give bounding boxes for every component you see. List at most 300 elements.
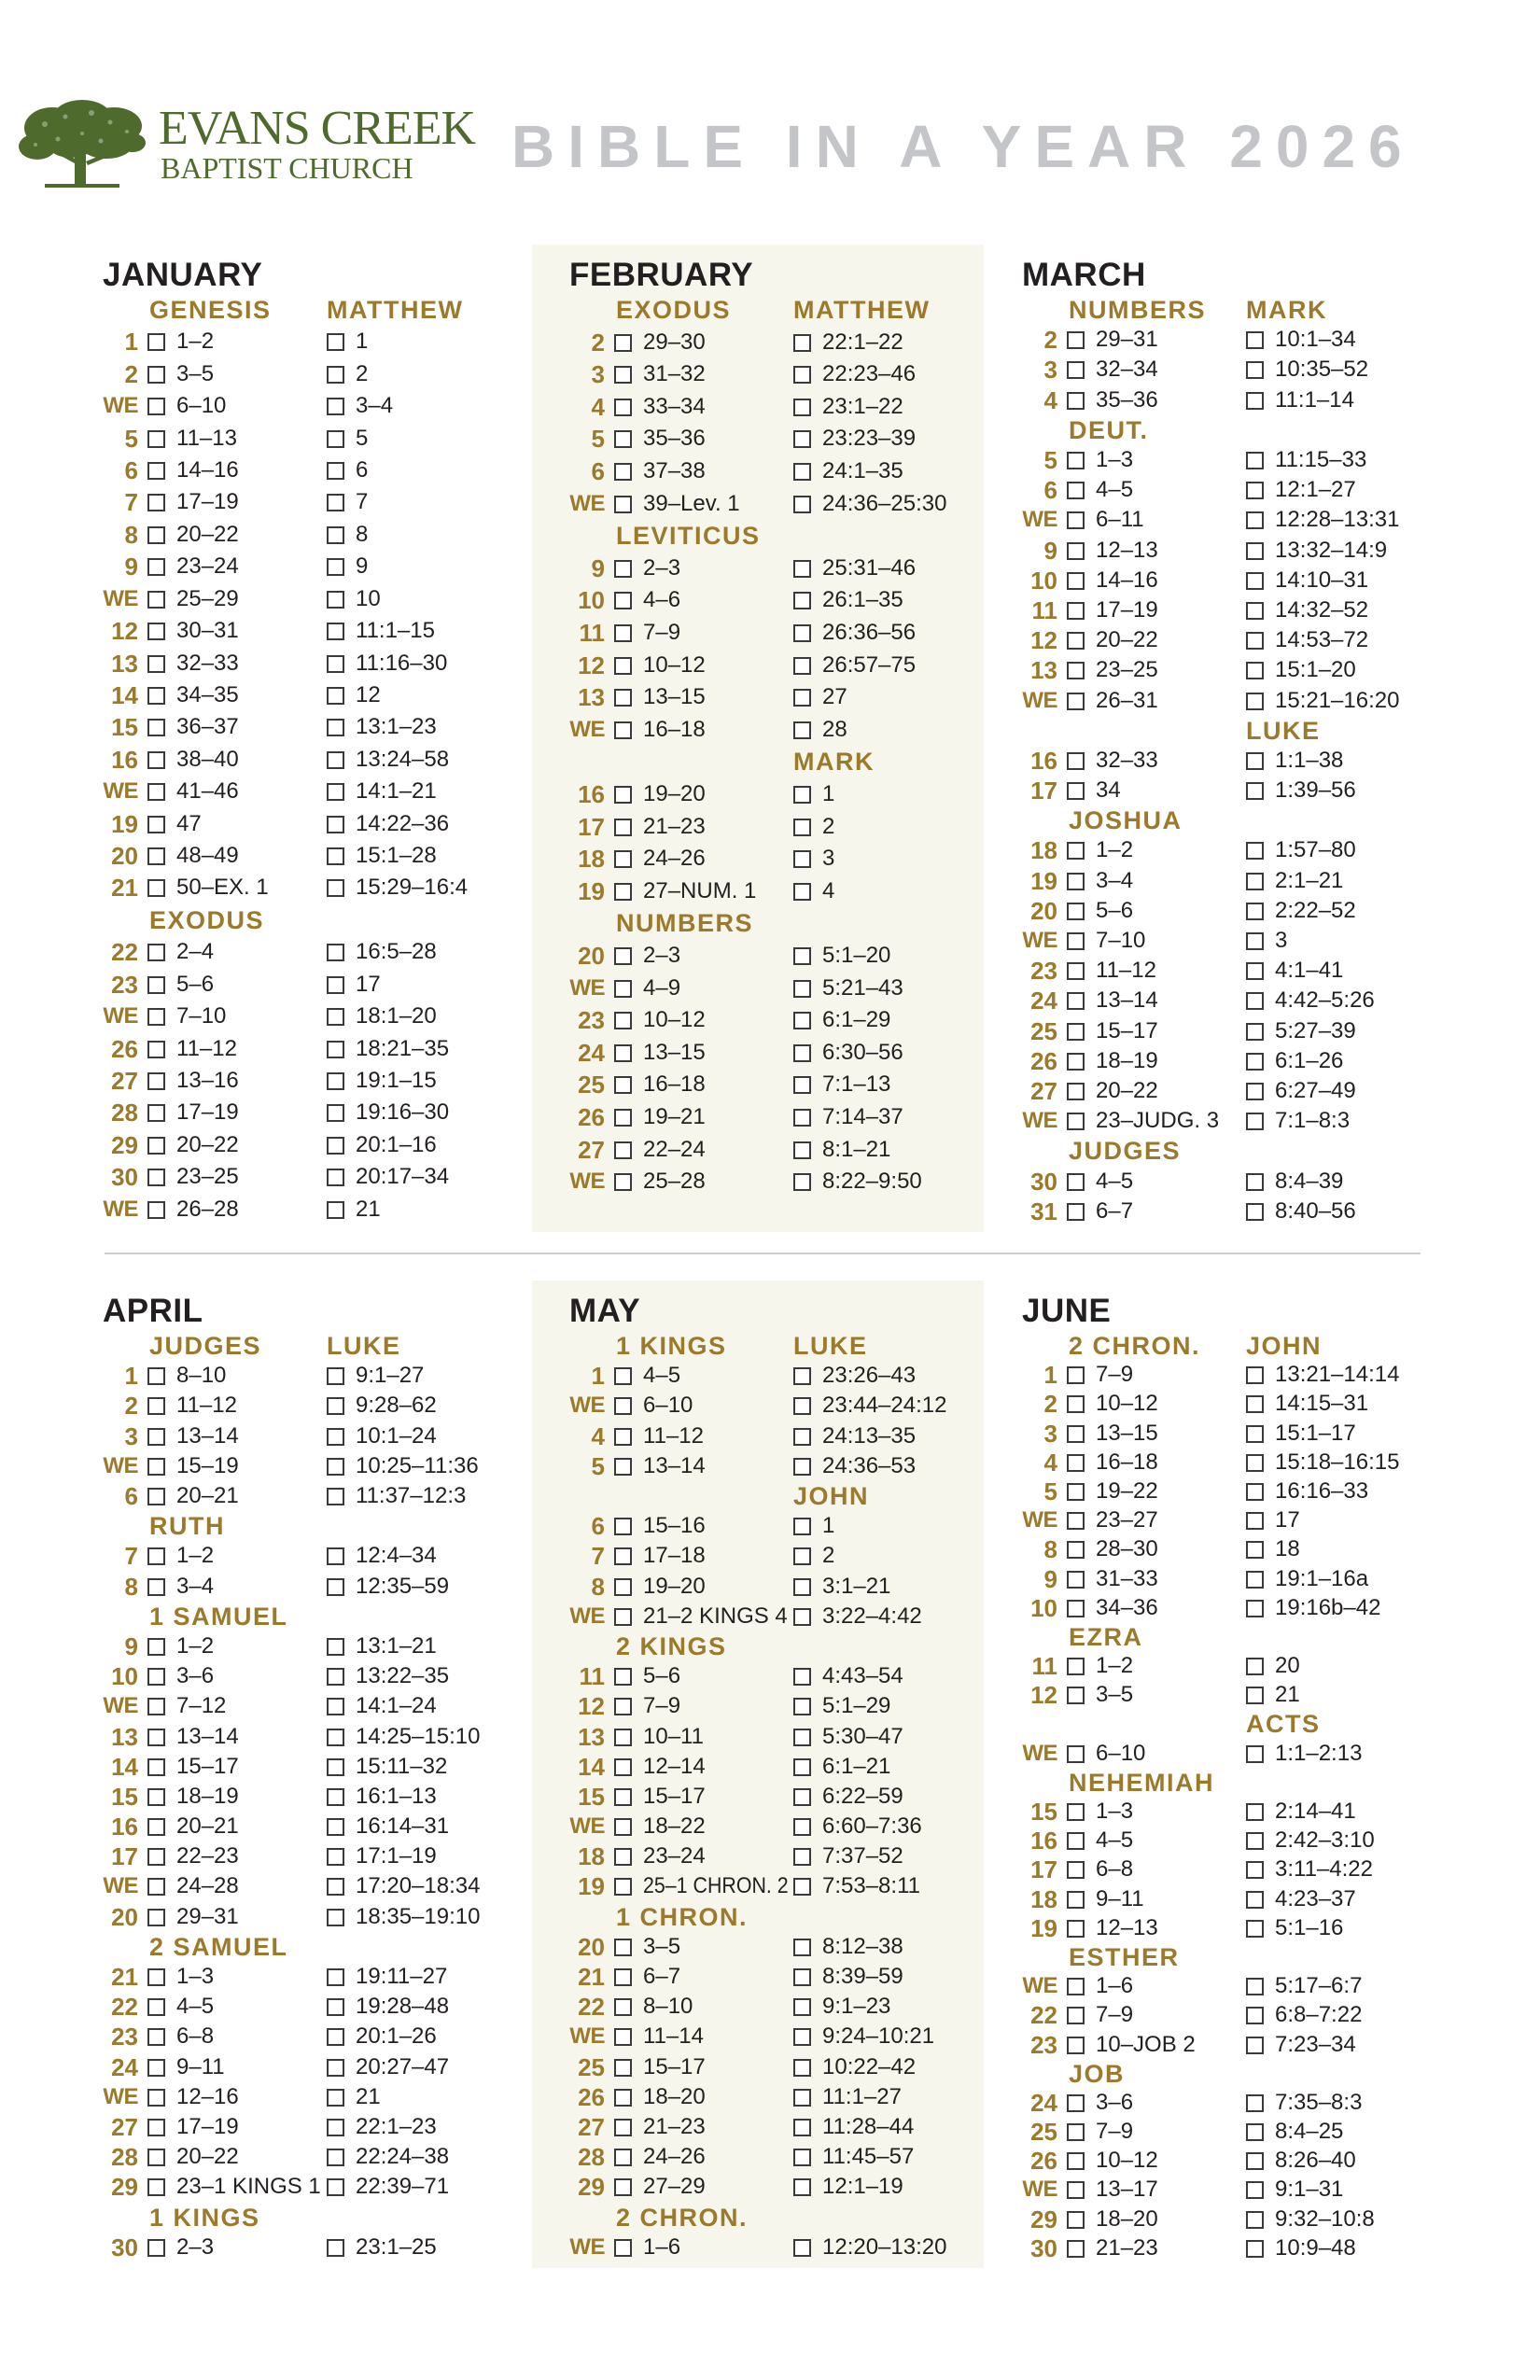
new-testament-checkbox[interactable] bbox=[327, 655, 344, 673]
new-testament-checkbox[interactable] bbox=[793, 786, 811, 804]
new-testament-checkbox[interactable] bbox=[1246, 1978, 1264, 1995]
old-testament-checkbox[interactable] bbox=[614, 430, 632, 448]
old-testament-checkbox[interactable] bbox=[1067, 331, 1085, 349]
new-testament-checkbox[interactable] bbox=[1246, 572, 1264, 590]
new-testament-checkbox[interactable] bbox=[327, 976, 344, 994]
new-testament-checkbox[interactable] bbox=[327, 2089, 344, 2107]
old-testament-checkbox[interactable] bbox=[147, 1488, 165, 1505]
new-testament-checkbox[interactable] bbox=[793, 399, 811, 416]
old-testament-checkbox[interactable] bbox=[147, 687, 165, 705]
old-testament-checkbox[interactable] bbox=[147, 1878, 165, 1896]
old-testament-checkbox[interactable] bbox=[1067, 962, 1085, 980]
new-testament-checkbox[interactable] bbox=[793, 1668, 811, 1686]
new-testament-checkbox[interactable] bbox=[327, 847, 344, 865]
old-testament-checkbox[interactable] bbox=[614, 1012, 632, 1029]
new-testament-checkbox[interactable] bbox=[793, 1939, 811, 1956]
new-testament-checkbox[interactable] bbox=[327, 1638, 344, 1656]
old-testament-checkbox[interactable] bbox=[147, 558, 165, 576]
old-testament-checkbox[interactable] bbox=[1067, 1658, 1085, 1675]
new-testament-checkbox[interactable] bbox=[793, 560, 811, 578]
new-testament-checkbox[interactable] bbox=[327, 398, 344, 415]
new-testament-checkbox[interactable] bbox=[793, 463, 811, 481]
new-testament-checkbox[interactable] bbox=[327, 2239, 344, 2257]
new-testament-checkbox[interactable] bbox=[1246, 1658, 1264, 1675]
old-testament-checkbox[interactable] bbox=[614, 2089, 632, 2107]
new-testament-checkbox[interactable] bbox=[327, 2059, 344, 2077]
new-testament-checkbox[interactable] bbox=[327, 879, 344, 897]
old-testament-checkbox[interactable] bbox=[147, 398, 165, 415]
old-testament-checkbox[interactable] bbox=[1067, 511, 1085, 529]
old-testament-checkbox[interactable] bbox=[614, 1076, 632, 1094]
new-testament-checkbox[interactable] bbox=[1246, 1173, 1264, 1191]
new-testament-checkbox[interactable] bbox=[793, 1547, 811, 1565]
old-testament-checkbox[interactable] bbox=[147, 1758, 165, 1776]
old-testament-checkbox[interactable] bbox=[614, 1458, 632, 1476]
old-testament-checkbox[interactable] bbox=[1067, 1891, 1085, 1909]
new-testament-checkbox[interactable] bbox=[1246, 1832, 1264, 1850]
new-testament-checkbox[interactable] bbox=[327, 558, 344, 576]
old-testament-checkbox[interactable] bbox=[614, 721, 632, 739]
old-testament-checkbox[interactable] bbox=[147, 1008, 165, 1026]
old-testament-checkbox[interactable] bbox=[1067, 572, 1085, 590]
old-testament-checkbox[interactable] bbox=[614, 366, 632, 384]
old-testament-checkbox[interactable] bbox=[147, 333, 165, 351]
new-testament-checkbox[interactable] bbox=[793, 592, 811, 609]
old-testament-checkbox[interactable] bbox=[614, 1428, 632, 1446]
old-testament-checkbox[interactable] bbox=[614, 1998, 632, 2016]
old-testament-checkbox[interactable] bbox=[614, 1547, 632, 1565]
old-testament-checkbox[interactable] bbox=[614, 1848, 632, 1866]
new-testament-checkbox[interactable] bbox=[1246, 752, 1264, 770]
new-testament-checkbox[interactable] bbox=[1246, 1454, 1264, 1472]
old-testament-checkbox[interactable] bbox=[1067, 1745, 1085, 1763]
new-testament-checkbox[interactable] bbox=[327, 1104, 344, 1122]
new-testament-checkbox[interactable] bbox=[327, 366, 344, 384]
old-testament-checkbox[interactable] bbox=[1067, 873, 1085, 890]
new-testament-checkbox[interactable] bbox=[1246, 2152, 1264, 2170]
new-testament-checkbox[interactable] bbox=[1246, 542, 1264, 560]
old-testament-checkbox[interactable] bbox=[1067, 2152, 1085, 2170]
old-testament-checkbox[interactable] bbox=[1067, 1083, 1085, 1100]
old-testament-checkbox[interactable] bbox=[1067, 693, 1085, 710]
new-testament-checkbox[interactable] bbox=[793, 819, 811, 836]
old-testament-checkbox[interactable] bbox=[1067, 1571, 1085, 1589]
new-testament-checkbox[interactable] bbox=[1246, 2181, 1264, 2199]
new-testament-checkbox[interactable] bbox=[793, 2149, 811, 2166]
old-testament-checkbox[interactable] bbox=[147, 976, 165, 994]
new-testament-checkbox[interactable] bbox=[793, 1729, 811, 1746]
old-testament-checkbox[interactable] bbox=[1067, 1023, 1085, 1041]
new-testament-checkbox[interactable] bbox=[327, 1488, 344, 1505]
old-testament-checkbox[interactable] bbox=[614, 334, 632, 352]
new-testament-checkbox[interactable] bbox=[1246, 2094, 1264, 2112]
new-testament-checkbox[interactable] bbox=[1246, 2007, 1264, 2024]
new-testament-checkbox[interactable] bbox=[1246, 1113, 1264, 1130]
old-testament-checkbox[interactable] bbox=[147, 1397, 165, 1415]
old-testament-checkbox[interactable] bbox=[614, 624, 632, 642]
old-testament-checkbox[interactable] bbox=[1067, 1173, 1085, 1191]
old-testament-checkbox[interactable] bbox=[1067, 392, 1085, 410]
new-testament-checkbox[interactable] bbox=[1246, 873, 1264, 890]
new-testament-checkbox[interactable] bbox=[793, 1044, 811, 1062]
new-testament-checkbox[interactable] bbox=[1246, 602, 1264, 620]
old-testament-checkbox[interactable] bbox=[147, 2178, 165, 2196]
old-testament-checkbox[interactable] bbox=[147, 944, 165, 961]
old-testament-checkbox[interactable] bbox=[614, 1968, 632, 1986]
old-testament-checkbox[interactable] bbox=[147, 1547, 165, 1565]
old-testament-checkbox[interactable] bbox=[614, 1758, 632, 1776]
new-testament-checkbox[interactable] bbox=[327, 1008, 344, 1026]
new-testament-checkbox[interactable] bbox=[793, 1788, 811, 1806]
new-testament-checkbox[interactable] bbox=[327, 1878, 344, 1896]
new-testament-checkbox[interactable] bbox=[793, 2239, 811, 2257]
new-testament-checkbox[interactable] bbox=[327, 333, 344, 351]
new-testament-checkbox[interactable] bbox=[793, 1968, 811, 1986]
old-testament-checkbox[interactable] bbox=[147, 2089, 165, 2107]
old-testament-checkbox[interactable] bbox=[614, 786, 632, 804]
new-testament-checkbox[interactable] bbox=[793, 1397, 811, 1415]
old-testament-checkbox[interactable] bbox=[614, 1578, 632, 1596]
old-testament-checkbox[interactable] bbox=[614, 689, 632, 707]
new-testament-checkbox[interactable] bbox=[793, 947, 811, 965]
new-testament-checkbox[interactable] bbox=[1246, 1541, 1264, 1559]
old-testament-checkbox[interactable] bbox=[147, 719, 165, 736]
old-testament-checkbox[interactable] bbox=[147, 847, 165, 865]
new-testament-checkbox[interactable] bbox=[1246, 1053, 1264, 1071]
old-testament-checkbox[interactable] bbox=[147, 1458, 165, 1476]
old-testament-checkbox[interactable] bbox=[1067, 482, 1085, 499]
new-testament-checkbox[interactable] bbox=[793, 657, 811, 675]
new-testament-checkbox[interactable] bbox=[327, 1428, 344, 1446]
old-testament-checkbox[interactable] bbox=[1067, 1600, 1085, 1617]
old-testament-checkbox[interactable] bbox=[1067, 2240, 1085, 2258]
new-testament-checkbox[interactable] bbox=[793, 1848, 811, 1866]
old-testament-checkbox[interactable] bbox=[1067, 1978, 1085, 1995]
old-testament-checkbox[interactable] bbox=[1067, 2211, 1085, 2229]
old-testament-checkbox[interactable] bbox=[1067, 1483, 1085, 1501]
old-testament-checkbox[interactable] bbox=[614, 1141, 632, 1159]
old-testament-checkbox[interactable] bbox=[614, 2119, 632, 2136]
old-testament-checkbox[interactable] bbox=[147, 783, 165, 801]
new-testament-checkbox[interactable] bbox=[793, 689, 811, 707]
new-testament-checkbox[interactable] bbox=[1246, 511, 1264, 529]
old-testament-checkbox[interactable] bbox=[147, 494, 165, 511]
new-testament-checkbox[interactable] bbox=[1246, 1395, 1264, 1413]
old-testament-checkbox[interactable] bbox=[1067, 2181, 1085, 2199]
old-testament-checkbox[interactable] bbox=[1067, 903, 1085, 920]
new-testament-checkbox[interactable] bbox=[1246, 1483, 1264, 1501]
old-testament-checkbox[interactable] bbox=[1067, 542, 1085, 560]
old-testament-checkbox[interactable] bbox=[1067, 2037, 1085, 2054]
new-testament-checkbox[interactable] bbox=[793, 1758, 811, 1776]
old-testament-checkbox[interactable] bbox=[614, 1173, 632, 1191]
old-testament-checkbox[interactable] bbox=[1067, 1113, 1085, 1130]
old-testament-checkbox[interactable] bbox=[614, 592, 632, 609]
old-testament-checkbox[interactable] bbox=[147, 526, 165, 544]
new-testament-checkbox[interactable] bbox=[1246, 662, 1264, 679]
new-testament-checkbox[interactable] bbox=[1246, 1366, 1264, 1384]
new-testament-checkbox[interactable] bbox=[1246, 992, 1264, 1010]
old-testament-checkbox[interactable] bbox=[1067, 932, 1085, 950]
new-testament-checkbox[interactable] bbox=[327, 462, 344, 480]
old-testament-checkbox[interactable] bbox=[614, 1044, 632, 1062]
new-testament-checkbox[interactable] bbox=[1246, 452, 1264, 469]
new-testament-checkbox[interactable] bbox=[1246, 1425, 1264, 1443]
old-testament-checkbox[interactable] bbox=[614, 980, 632, 998]
old-testament-checkbox[interactable] bbox=[1067, 2094, 1085, 2112]
new-testament-checkbox[interactable] bbox=[793, 980, 811, 998]
old-testament-checkbox[interactable] bbox=[614, 883, 632, 901]
new-testament-checkbox[interactable] bbox=[793, 883, 811, 901]
new-testament-checkbox[interactable] bbox=[793, 1578, 811, 1596]
new-testament-checkbox[interactable] bbox=[793, 2178, 811, 2196]
new-testament-checkbox[interactable] bbox=[1246, 1891, 1264, 1909]
new-testament-checkbox[interactable] bbox=[327, 1668, 344, 1686]
old-testament-checkbox[interactable] bbox=[147, 1848, 165, 1866]
old-testament-checkbox[interactable] bbox=[614, 1878, 632, 1896]
new-testament-checkbox[interactable] bbox=[793, 1608, 811, 1626]
old-testament-checkbox[interactable] bbox=[1067, 1053, 1085, 1071]
old-testament-checkbox[interactable] bbox=[614, 2178, 632, 2196]
new-testament-checkbox[interactable] bbox=[793, 1518, 811, 1535]
new-testament-checkbox[interactable] bbox=[327, 591, 344, 609]
old-testament-checkbox[interactable] bbox=[147, 1729, 165, 1746]
old-testament-checkbox[interactable] bbox=[1067, 1395, 1085, 1413]
new-testament-checkbox[interactable] bbox=[327, 1578, 344, 1596]
old-testament-checkbox[interactable] bbox=[1067, 662, 1085, 679]
old-testament-checkbox[interactable] bbox=[147, 2149, 165, 2166]
new-testament-checkbox[interactable] bbox=[793, 2059, 811, 2077]
old-testament-checkbox[interactable] bbox=[147, 366, 165, 384]
old-testament-checkbox[interactable] bbox=[614, 399, 632, 416]
new-testament-checkbox[interactable] bbox=[327, 1698, 344, 1715]
old-testament-checkbox[interactable] bbox=[1067, 632, 1085, 650]
old-testament-checkbox[interactable] bbox=[1067, 1203, 1085, 1221]
old-testament-checkbox[interactable] bbox=[147, 2028, 165, 2046]
old-testament-checkbox[interactable] bbox=[1067, 1687, 1085, 1704]
new-testament-checkbox[interactable] bbox=[793, 1458, 811, 1476]
new-testament-checkbox[interactable] bbox=[1246, 1861, 1264, 1879]
new-testament-checkbox[interactable] bbox=[327, 2028, 344, 2046]
new-testament-checkbox[interactable] bbox=[793, 1012, 811, 1029]
new-testament-checkbox[interactable] bbox=[1246, 2240, 1264, 2258]
old-testament-checkbox[interactable] bbox=[1067, 1920, 1085, 1938]
new-testament-checkbox[interactable] bbox=[327, 2178, 344, 2196]
old-testament-checkbox[interactable] bbox=[147, 1428, 165, 1446]
old-testament-checkbox[interactable] bbox=[147, 751, 165, 769]
old-testament-checkbox[interactable] bbox=[614, 947, 632, 965]
old-testament-checkbox[interactable] bbox=[147, 2239, 165, 2257]
new-testament-checkbox[interactable] bbox=[1246, 1687, 1264, 1704]
new-testament-checkbox[interactable] bbox=[327, 2119, 344, 2136]
old-testament-checkbox[interactable] bbox=[1067, 782, 1085, 800]
new-testament-checkbox[interactable] bbox=[327, 687, 344, 705]
new-testament-checkbox[interactable] bbox=[327, 1397, 344, 1415]
old-testament-checkbox[interactable] bbox=[1067, 752, 1085, 770]
new-testament-checkbox[interactable] bbox=[327, 751, 344, 769]
new-testament-checkbox[interactable] bbox=[793, 1109, 811, 1127]
old-testament-checkbox[interactable] bbox=[614, 1788, 632, 1806]
new-testament-checkbox[interactable] bbox=[1246, 392, 1264, 410]
new-testament-checkbox[interactable] bbox=[1246, 1803, 1264, 1821]
old-testament-checkbox[interactable] bbox=[147, 1201, 165, 1219]
new-testament-checkbox[interactable] bbox=[327, 1201, 344, 1219]
new-testament-checkbox[interactable] bbox=[327, 1169, 344, 1186]
new-testament-checkbox[interactable] bbox=[793, 624, 811, 642]
old-testament-checkbox[interactable] bbox=[147, 2119, 165, 2136]
old-testament-checkbox[interactable] bbox=[614, 2149, 632, 2166]
old-testament-checkbox[interactable] bbox=[147, 1169, 165, 1186]
old-testament-checkbox[interactable] bbox=[1067, 1861, 1085, 1879]
new-testament-checkbox[interactable] bbox=[793, 1076, 811, 1094]
new-testament-checkbox[interactable] bbox=[1246, 1083, 1264, 1100]
old-testament-checkbox[interactable] bbox=[1067, 992, 1085, 1010]
new-testament-checkbox[interactable] bbox=[327, 1848, 344, 1866]
old-testament-checkbox[interactable] bbox=[1067, 1832, 1085, 1850]
new-testament-checkbox[interactable] bbox=[793, 2089, 811, 2107]
new-testament-checkbox[interactable] bbox=[1246, 962, 1264, 980]
new-testament-checkbox[interactable] bbox=[1246, 932, 1264, 950]
new-testament-checkbox[interactable] bbox=[1246, 1920, 1264, 1938]
old-testament-checkbox[interactable] bbox=[1067, 1366, 1085, 1384]
new-testament-checkbox[interactable] bbox=[1246, 782, 1264, 800]
old-testament-checkbox[interactable] bbox=[614, 1367, 632, 1385]
new-testament-checkbox[interactable] bbox=[327, 783, 344, 801]
old-testament-checkbox[interactable] bbox=[614, 1397, 632, 1415]
old-testament-checkbox[interactable] bbox=[614, 819, 632, 836]
new-testament-checkbox[interactable] bbox=[1246, 632, 1264, 650]
new-testament-checkbox[interactable] bbox=[793, 1173, 811, 1191]
old-testament-checkbox[interactable] bbox=[614, 2028, 632, 2046]
new-testament-checkbox[interactable] bbox=[327, 1788, 344, 1806]
old-testament-checkbox[interactable] bbox=[147, 1638, 165, 1656]
old-testament-checkbox[interactable] bbox=[147, 1072, 165, 1090]
old-testament-checkbox[interactable] bbox=[614, 2239, 632, 2257]
new-testament-checkbox[interactable] bbox=[793, 2119, 811, 2136]
new-testament-checkbox[interactable] bbox=[793, 1428, 811, 1446]
old-testament-checkbox[interactable] bbox=[1067, 1803, 1085, 1821]
new-testament-checkbox[interactable] bbox=[1246, 482, 1264, 499]
new-testament-checkbox[interactable] bbox=[1246, 1203, 1264, 1221]
old-testament-checkbox[interactable] bbox=[1067, 2123, 1085, 2141]
old-testament-checkbox[interactable] bbox=[614, 1109, 632, 1127]
new-testament-checkbox[interactable] bbox=[793, 366, 811, 384]
new-testament-checkbox[interactable] bbox=[327, 1758, 344, 1776]
old-testament-checkbox[interactable] bbox=[614, 560, 632, 578]
old-testament-checkbox[interactable] bbox=[1067, 1541, 1085, 1559]
new-testament-checkbox[interactable] bbox=[793, 496, 811, 513]
old-testament-checkbox[interactable] bbox=[614, 1818, 632, 1836]
new-testament-checkbox[interactable] bbox=[327, 1041, 344, 1058]
new-testament-checkbox[interactable] bbox=[327, 1367, 344, 1385]
new-testament-checkbox[interactable] bbox=[327, 944, 344, 961]
new-testament-checkbox[interactable] bbox=[1246, 1745, 1264, 1763]
old-testament-checkbox[interactable] bbox=[147, 879, 165, 897]
new-testament-checkbox[interactable] bbox=[327, 1072, 344, 1090]
new-testament-checkbox[interactable] bbox=[327, 1729, 344, 1746]
new-testament-checkbox[interactable] bbox=[1246, 693, 1264, 710]
old-testament-checkbox[interactable] bbox=[147, 1367, 165, 1385]
old-testament-checkbox[interactable] bbox=[1067, 361, 1085, 379]
old-testament-checkbox[interactable] bbox=[147, 1909, 165, 1926]
old-testament-checkbox[interactable] bbox=[1067, 2007, 1085, 2024]
old-testament-checkbox[interactable] bbox=[147, 2059, 165, 2077]
new-testament-checkbox[interactable] bbox=[793, 1698, 811, 1715]
new-testament-checkbox[interactable] bbox=[327, 494, 344, 511]
new-testament-checkbox[interactable] bbox=[1246, 1023, 1264, 1041]
old-testament-checkbox[interactable] bbox=[614, 463, 632, 481]
new-testament-checkbox[interactable] bbox=[1246, 842, 1264, 860]
old-testament-checkbox[interactable] bbox=[614, 850, 632, 868]
new-testament-checkbox[interactable] bbox=[793, 1367, 811, 1385]
new-testament-checkbox[interactable] bbox=[327, 719, 344, 736]
old-testament-checkbox[interactable] bbox=[147, 1041, 165, 1058]
new-testament-checkbox[interactable] bbox=[1246, 2123, 1264, 2141]
new-testament-checkbox[interactable] bbox=[1246, 361, 1264, 379]
old-testament-checkbox[interactable] bbox=[614, 2059, 632, 2077]
new-testament-checkbox[interactable] bbox=[327, 1909, 344, 1926]
old-testament-checkbox[interactable] bbox=[147, 1788, 165, 1806]
new-testament-checkbox[interactable] bbox=[327, 1818, 344, 1836]
new-testament-checkbox[interactable] bbox=[327, 1968, 344, 1986]
new-testament-checkbox[interactable] bbox=[793, 850, 811, 868]
new-testament-checkbox[interactable] bbox=[793, 1878, 811, 1896]
new-testament-checkbox[interactable] bbox=[327, 1998, 344, 2016]
old-testament-checkbox[interactable] bbox=[147, 655, 165, 673]
old-testament-checkbox[interactable] bbox=[147, 1818, 165, 1836]
old-testament-checkbox[interactable] bbox=[614, 1518, 632, 1535]
new-testament-checkbox[interactable] bbox=[1246, 331, 1264, 349]
old-testament-checkbox[interactable] bbox=[147, 1698, 165, 1715]
new-testament-checkbox[interactable] bbox=[1246, 2211, 1264, 2229]
old-testament-checkbox[interactable] bbox=[147, 816, 165, 833]
new-testament-checkbox[interactable] bbox=[793, 334, 811, 352]
old-testament-checkbox[interactable] bbox=[147, 1968, 165, 1986]
old-testament-checkbox[interactable] bbox=[614, 657, 632, 675]
old-testament-checkbox[interactable] bbox=[147, 430, 165, 448]
old-testament-checkbox[interactable] bbox=[1067, 452, 1085, 469]
new-testament-checkbox[interactable] bbox=[793, 430, 811, 448]
new-testament-checkbox[interactable] bbox=[327, 1547, 344, 1565]
old-testament-checkbox[interactable] bbox=[147, 591, 165, 609]
new-testament-checkbox[interactable] bbox=[1246, 1600, 1264, 1617]
old-testament-checkbox[interactable] bbox=[614, 1608, 632, 1626]
old-testament-checkbox[interactable] bbox=[614, 1668, 632, 1686]
new-testament-checkbox[interactable] bbox=[1246, 903, 1264, 920]
new-testament-checkbox[interactable] bbox=[327, 526, 344, 544]
new-testament-checkbox[interactable] bbox=[327, 623, 344, 640]
new-testament-checkbox[interactable] bbox=[1246, 2037, 1264, 2054]
new-testament-checkbox[interactable] bbox=[793, 2028, 811, 2046]
old-testament-checkbox[interactable] bbox=[147, 1578, 165, 1596]
old-testament-checkbox[interactable] bbox=[147, 1998, 165, 2016]
old-testament-checkbox[interactable] bbox=[614, 1939, 632, 1956]
new-testament-checkbox[interactable] bbox=[327, 430, 344, 448]
new-testament-checkbox[interactable] bbox=[327, 1458, 344, 1476]
old-testament-checkbox[interactable] bbox=[1067, 1454, 1085, 1472]
old-testament-checkbox[interactable] bbox=[1067, 842, 1085, 860]
new-testament-checkbox[interactable] bbox=[793, 1998, 811, 2016]
old-testament-checkbox[interactable] bbox=[147, 1137, 165, 1155]
old-testament-checkbox[interactable] bbox=[614, 496, 632, 513]
old-testament-checkbox[interactable] bbox=[147, 1104, 165, 1122]
new-testament-checkbox[interactable] bbox=[1246, 1571, 1264, 1589]
old-testament-checkbox[interactable] bbox=[147, 623, 165, 640]
old-testament-checkbox[interactable] bbox=[614, 1698, 632, 1715]
old-testament-checkbox[interactable] bbox=[1067, 1512, 1085, 1530]
new-testament-checkbox[interactable] bbox=[327, 816, 344, 833]
old-testament-checkbox[interactable] bbox=[614, 1729, 632, 1746]
